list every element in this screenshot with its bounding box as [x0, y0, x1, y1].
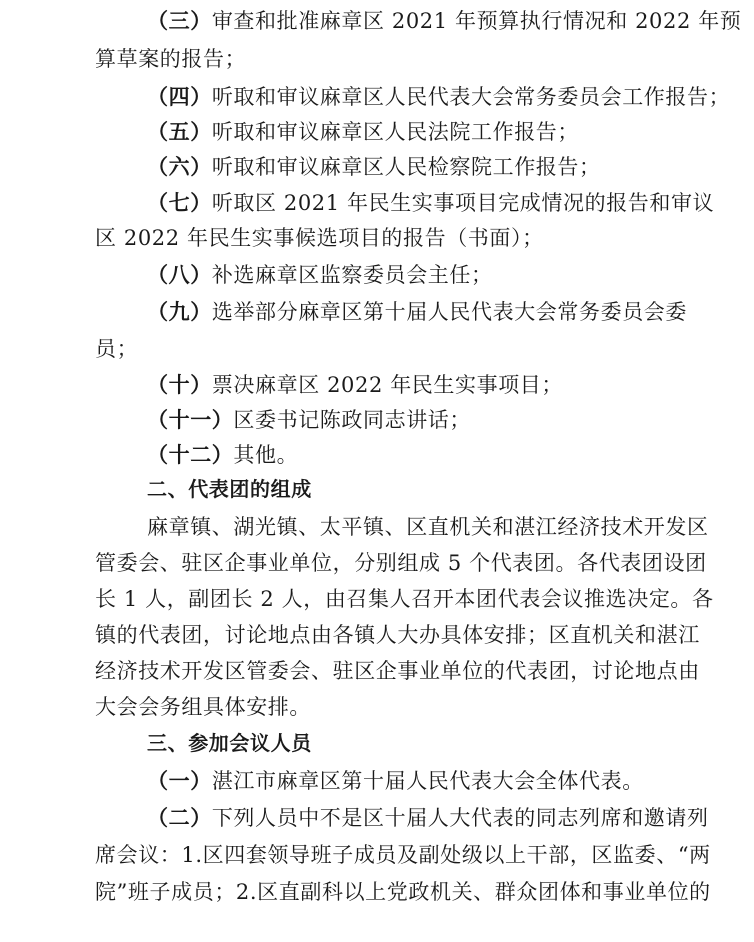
attendee-item-2 — [147, 803, 709, 833]
agenda-item-9 — [147, 297, 687, 327]
agenda-item-6 — [147, 152, 601, 182]
line-text: 选举部分麻章区第十届人民代表大会常务委员会委 — [211, 300, 688, 324]
line-text: 湛江市麻章区第十届人民代表大会全体代表。 — [211, 769, 644, 793]
agenda-item-4 — [147, 82, 730, 112]
paragraph-line: 席会议：1.区四套领导班子成员及副处级以上干部，区监委、“两 — [95, 843, 711, 867]
line-text: 听取和审议麻章区人民检察院工作报告； — [211, 155, 601, 179]
line-text: 其他。 — [233, 443, 299, 467]
line-text: 听取和审议麻章区人民代表大会常务委员会工作报告； — [211, 85, 731, 109]
item-marker: （七） — [147, 190, 212, 215]
agenda-item-3-continued — [95, 44, 246, 74]
item-marker: （五） — [147, 119, 212, 144]
attendee-item-1 — [147, 766, 644, 796]
line-text: 补选麻章区监察委员会主任； — [211, 263, 493, 287]
item-marker: （九） — [147, 299, 212, 324]
paragraph-line: 经济技术开发区管委会、驻区企事业单位的代表团，讨论地点由 — [95, 659, 700, 683]
paragraph-line: 镇的代表团，讨论地点由各镇人大办具体安排；区直机关和湛江 — [95, 623, 700, 647]
paragraph-line: 院”班子成员；2.区直副科以上党政机关、群众团体和事业单位的 — [95, 880, 711, 904]
item-marker: （六） — [147, 154, 212, 179]
item-marker: （二） — [147, 805, 212, 830]
line-text: 审查和批准麻章区 2021 年预算执行情况和 2022 年预 — [211, 9, 742, 33]
paragraph-line: 管委会、驻区企事业单位，分别组成 5 个代表团。各代表团设团 — [95, 551, 707, 575]
agenda-item-11 — [147, 405, 471, 435]
section-heading-attendees: 三、参加会议人员 — [147, 731, 312, 755]
line-text: 员； — [95, 337, 139, 361]
agenda-item-8 — [147, 260, 493, 290]
item-marker: （十） — [147, 372, 212, 397]
item-marker: （八） — [147, 262, 212, 287]
agenda-item-7-continued — [95, 223, 544, 253]
section-heading-delegations: 二、代表团的组成 — [147, 477, 312, 501]
line-text: 算草案的报告； — [95, 47, 247, 71]
agenda-item-9-continued — [95, 334, 138, 364]
line-text: 票决麻章区 2022 年民生实事项目； — [211, 373, 564, 397]
item-marker: （四） — [147, 84, 212, 109]
agenda-item-10 — [147, 370, 563, 400]
paragraph-line: 长 1 人，副团长 2 人，由召集人召开本团代表会议推选决定。各 — [95, 587, 714, 611]
line-text: 区委书记陈政同志讲话； — [233, 408, 472, 432]
line-text: 听取和审议麻章区人民法院工作报告； — [211, 120, 580, 144]
agenda-item-7 — [147, 188, 714, 218]
agenda-item-5 — [147, 117, 579, 147]
line-text: 区 2022 年民生实事候选项目的报告（书面）； — [95, 226, 544, 250]
item-marker: （十二） — [147, 442, 234, 467]
agenda-item-12 — [147, 440, 298, 470]
item-marker: （十一） — [147, 407, 234, 432]
item-marker: （三） — [147, 8, 212, 33]
agenda-item-3 — [147, 6, 741, 36]
line-text: 下列人员中不是区十届人大代表的同志列席和邀请列 — [211, 806, 709, 830]
item-marker: （一） — [147, 768, 212, 793]
line-text: 听取区 2021 年民生实事项目完成情况的报告和审议 — [211, 191, 715, 215]
paragraph-line: 大会会务组具体安排。 — [95, 695, 311, 719]
paragraph-line: 麻章镇、湖光镇、太平镇、区直机关和湛江经济技术开发区 — [147, 515, 709, 539]
